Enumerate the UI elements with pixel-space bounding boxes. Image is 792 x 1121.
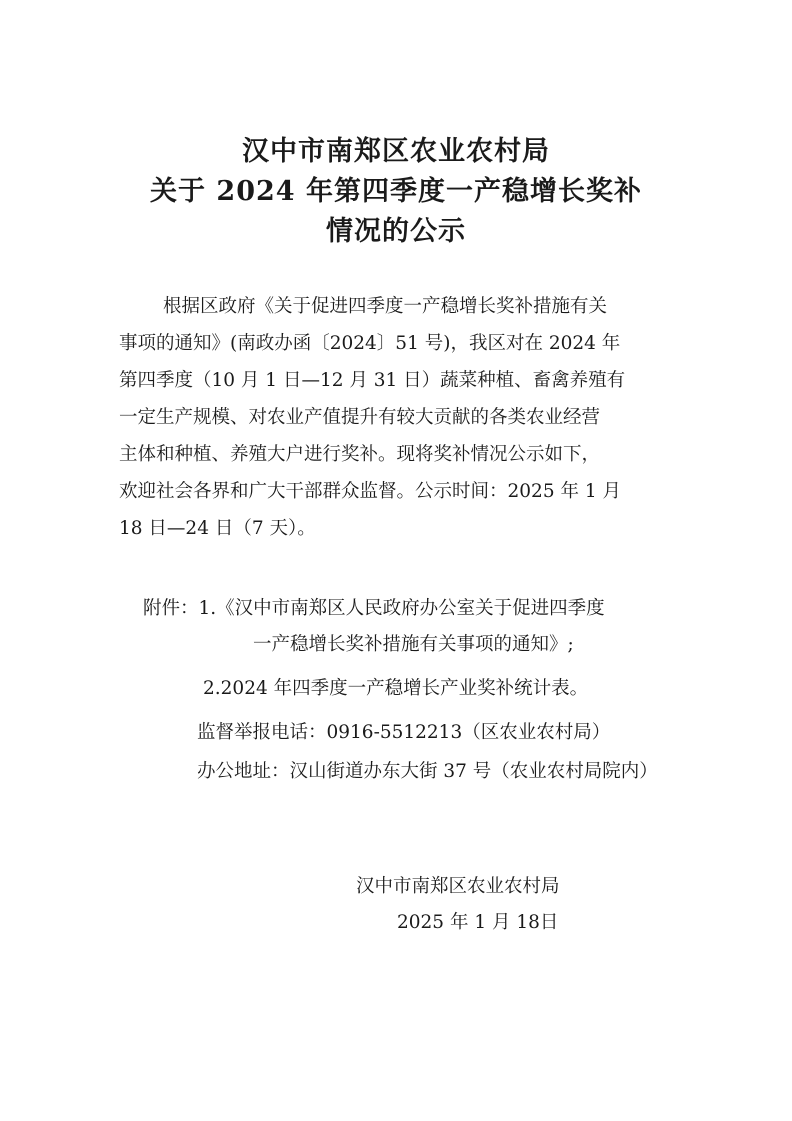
body-line: 一定生产规模、对农业产值提升有较大贡献的各类农业经营 xyxy=(119,407,601,428)
office-address: 办公地址：汉山街道办东大街 37 号（农业农村局院内） xyxy=(197,761,658,782)
document-title xyxy=(0,132,792,252)
announcement-body xyxy=(119,288,679,547)
title-line-1: 汉中市南郑区农业农村局 xyxy=(242,136,550,167)
body-line: 事项的通知》(南政办函〔2024〕51 号)，我区对在 2024 年 xyxy=(119,333,621,354)
body-line: 18 日—24 日（7 天）。 xyxy=(119,518,316,539)
supervision-hotline: 监督举报电话：0916-5512213（区农业农村局） xyxy=(197,722,611,743)
body-line: 欢迎社会各界和广大干部群众监督。公示时间：2025 年 1 月 xyxy=(119,481,621,502)
attachment-item-1: 附件：1.《汉中市南郑区人民政府办公室关于促进四季度 xyxy=(143,598,605,619)
signature-date: 2025 年 1 月 18日 xyxy=(397,912,559,933)
attachment-item-1-continued: 一产稳增长奖补措施有关事项的通知》; xyxy=(253,634,574,655)
title-line-2: 关于 2024 年第四季度一产稳增长奖补 xyxy=(150,176,642,207)
body-line: 第四季度（10 月 1 日—12 月 31 日）蔬菜种植、畜禽养殖有 xyxy=(119,370,626,391)
body-line: 主体和种植、养殖大户进行奖补。现将奖补情况公示如下， xyxy=(119,444,601,465)
attachment-item-2: 2.2024 年四季度一产稳增长产业奖补统计表。 xyxy=(203,678,589,699)
title-line-3: 情况的公示 xyxy=(326,216,466,247)
signature-organization: 汉中市南郑区农业农村局 xyxy=(356,876,560,897)
body-line: 根据区政府《关于促进四季度一产稳增长奖补措施有关 xyxy=(163,296,608,317)
